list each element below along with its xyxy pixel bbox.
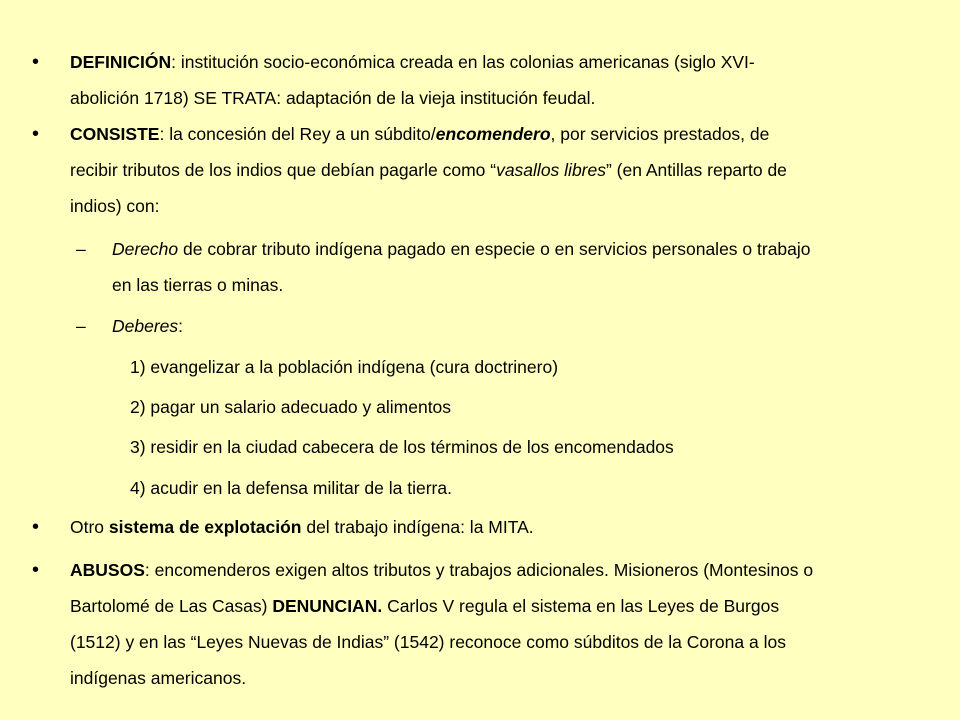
line: [70, 188, 900, 224]
term-denuncian: DENUNCIAN.: [272, 596, 383, 616]
text: , por servicios prestados, de: [550, 124, 770, 144]
emphasis-derecho: Derecho: [112, 239, 179, 259]
term-definicion: DEFINICIÓN: [70, 52, 172, 72]
bullet-mark: •: [32, 51, 40, 73]
duty-item: 3) residir en la ciudad cabecera de los términos de los encomendados: [130, 437, 674, 457]
text: Carlos V regula el sistema en las Leyes de Burgos: [382, 596, 780, 616]
duty-item: 2) pagar un salario adecuado y alimentos: [130, 397, 452, 417]
line: [70, 509, 900, 545]
bullet-mark: •: [32, 559, 40, 581]
bullet-mark: •: [32, 123, 40, 145]
dash-mark: –: [76, 239, 86, 259]
duty-item: 4) acudir en la defensa militar de la tierra.: [130, 478, 452, 498]
text: en las tierras o minas.: [112, 275, 284, 295]
duty-item: 1) evangelizar a la población indígena (cura doctrinero): [130, 357, 559, 377]
emphasis-encomendero: encomendero: [435, 124, 551, 144]
text: : encomenderos exigen altos tributos y trabajos adicionales. Misioneros (Montesinos o: [144, 560, 814, 580]
text: : institución socio-económica creada en las colonias americanas (siglo XVI-: [171, 52, 755, 72]
dash-mark: –: [76, 316, 86, 336]
line: [70, 660, 900, 696]
text: Otro: [70, 517, 109, 537]
emphasis-deberes: Deberes: [112, 316, 179, 336]
line: [70, 152, 900, 188]
line: [112, 231, 912, 267]
text: : la concesión del Rey a un súbdito/: [159, 124, 436, 144]
text: indígenas americanos.: [70, 668, 247, 688]
line: [70, 588, 900, 624]
term-sistema: sistema de explotación: [108, 517, 302, 537]
term-abusos: ABUSOS: [70, 560, 145, 580]
sub-bullet-deberes: [76, 308, 912, 344]
line: [112, 308, 912, 344]
text: recibir tributos de los indios que debían pagarle como “: [70, 160, 497, 180]
term-consiste: CONSISTE: [70, 124, 160, 144]
line: [70, 552, 900, 588]
bullet-consiste: [32, 116, 900, 224]
bullet-mita: [32, 509, 900, 545]
line: [70, 80, 900, 116]
text: indios) con:: [70, 196, 160, 216]
text: ” (en Antillas reparto de: [605, 160, 787, 180]
bullet-mark: •: [32, 516, 40, 538]
line: [70, 624, 900, 660]
line: [70, 44, 900, 80]
text: (1512) y en las “Leyes Nuevas de Indias” (1542) reconoce como súbditos de la Corona a los: [70, 632, 786, 652]
text: Bartolomé de Las Casas): [70, 596, 273, 616]
bullet-definicion: [32, 44, 900, 116]
bullet-abusos: [32, 552, 900, 696]
text: :: [178, 316, 184, 336]
line: [112, 267, 912, 303]
text: de cobrar tributo indígena pagado en especie o en servicios personales o trabajo: [178, 239, 811, 259]
sub-bullet-derecho: [76, 231, 912, 303]
text: abolición 1718) SE TRATA: adaptación de la vieja institución feudal.: [70, 88, 596, 108]
text: del trabajo indígena: la MITA.: [301, 517, 534, 537]
line: [70, 116, 900, 152]
emphasis-vasallos-libres: vasallos libres: [496, 160, 606, 180]
